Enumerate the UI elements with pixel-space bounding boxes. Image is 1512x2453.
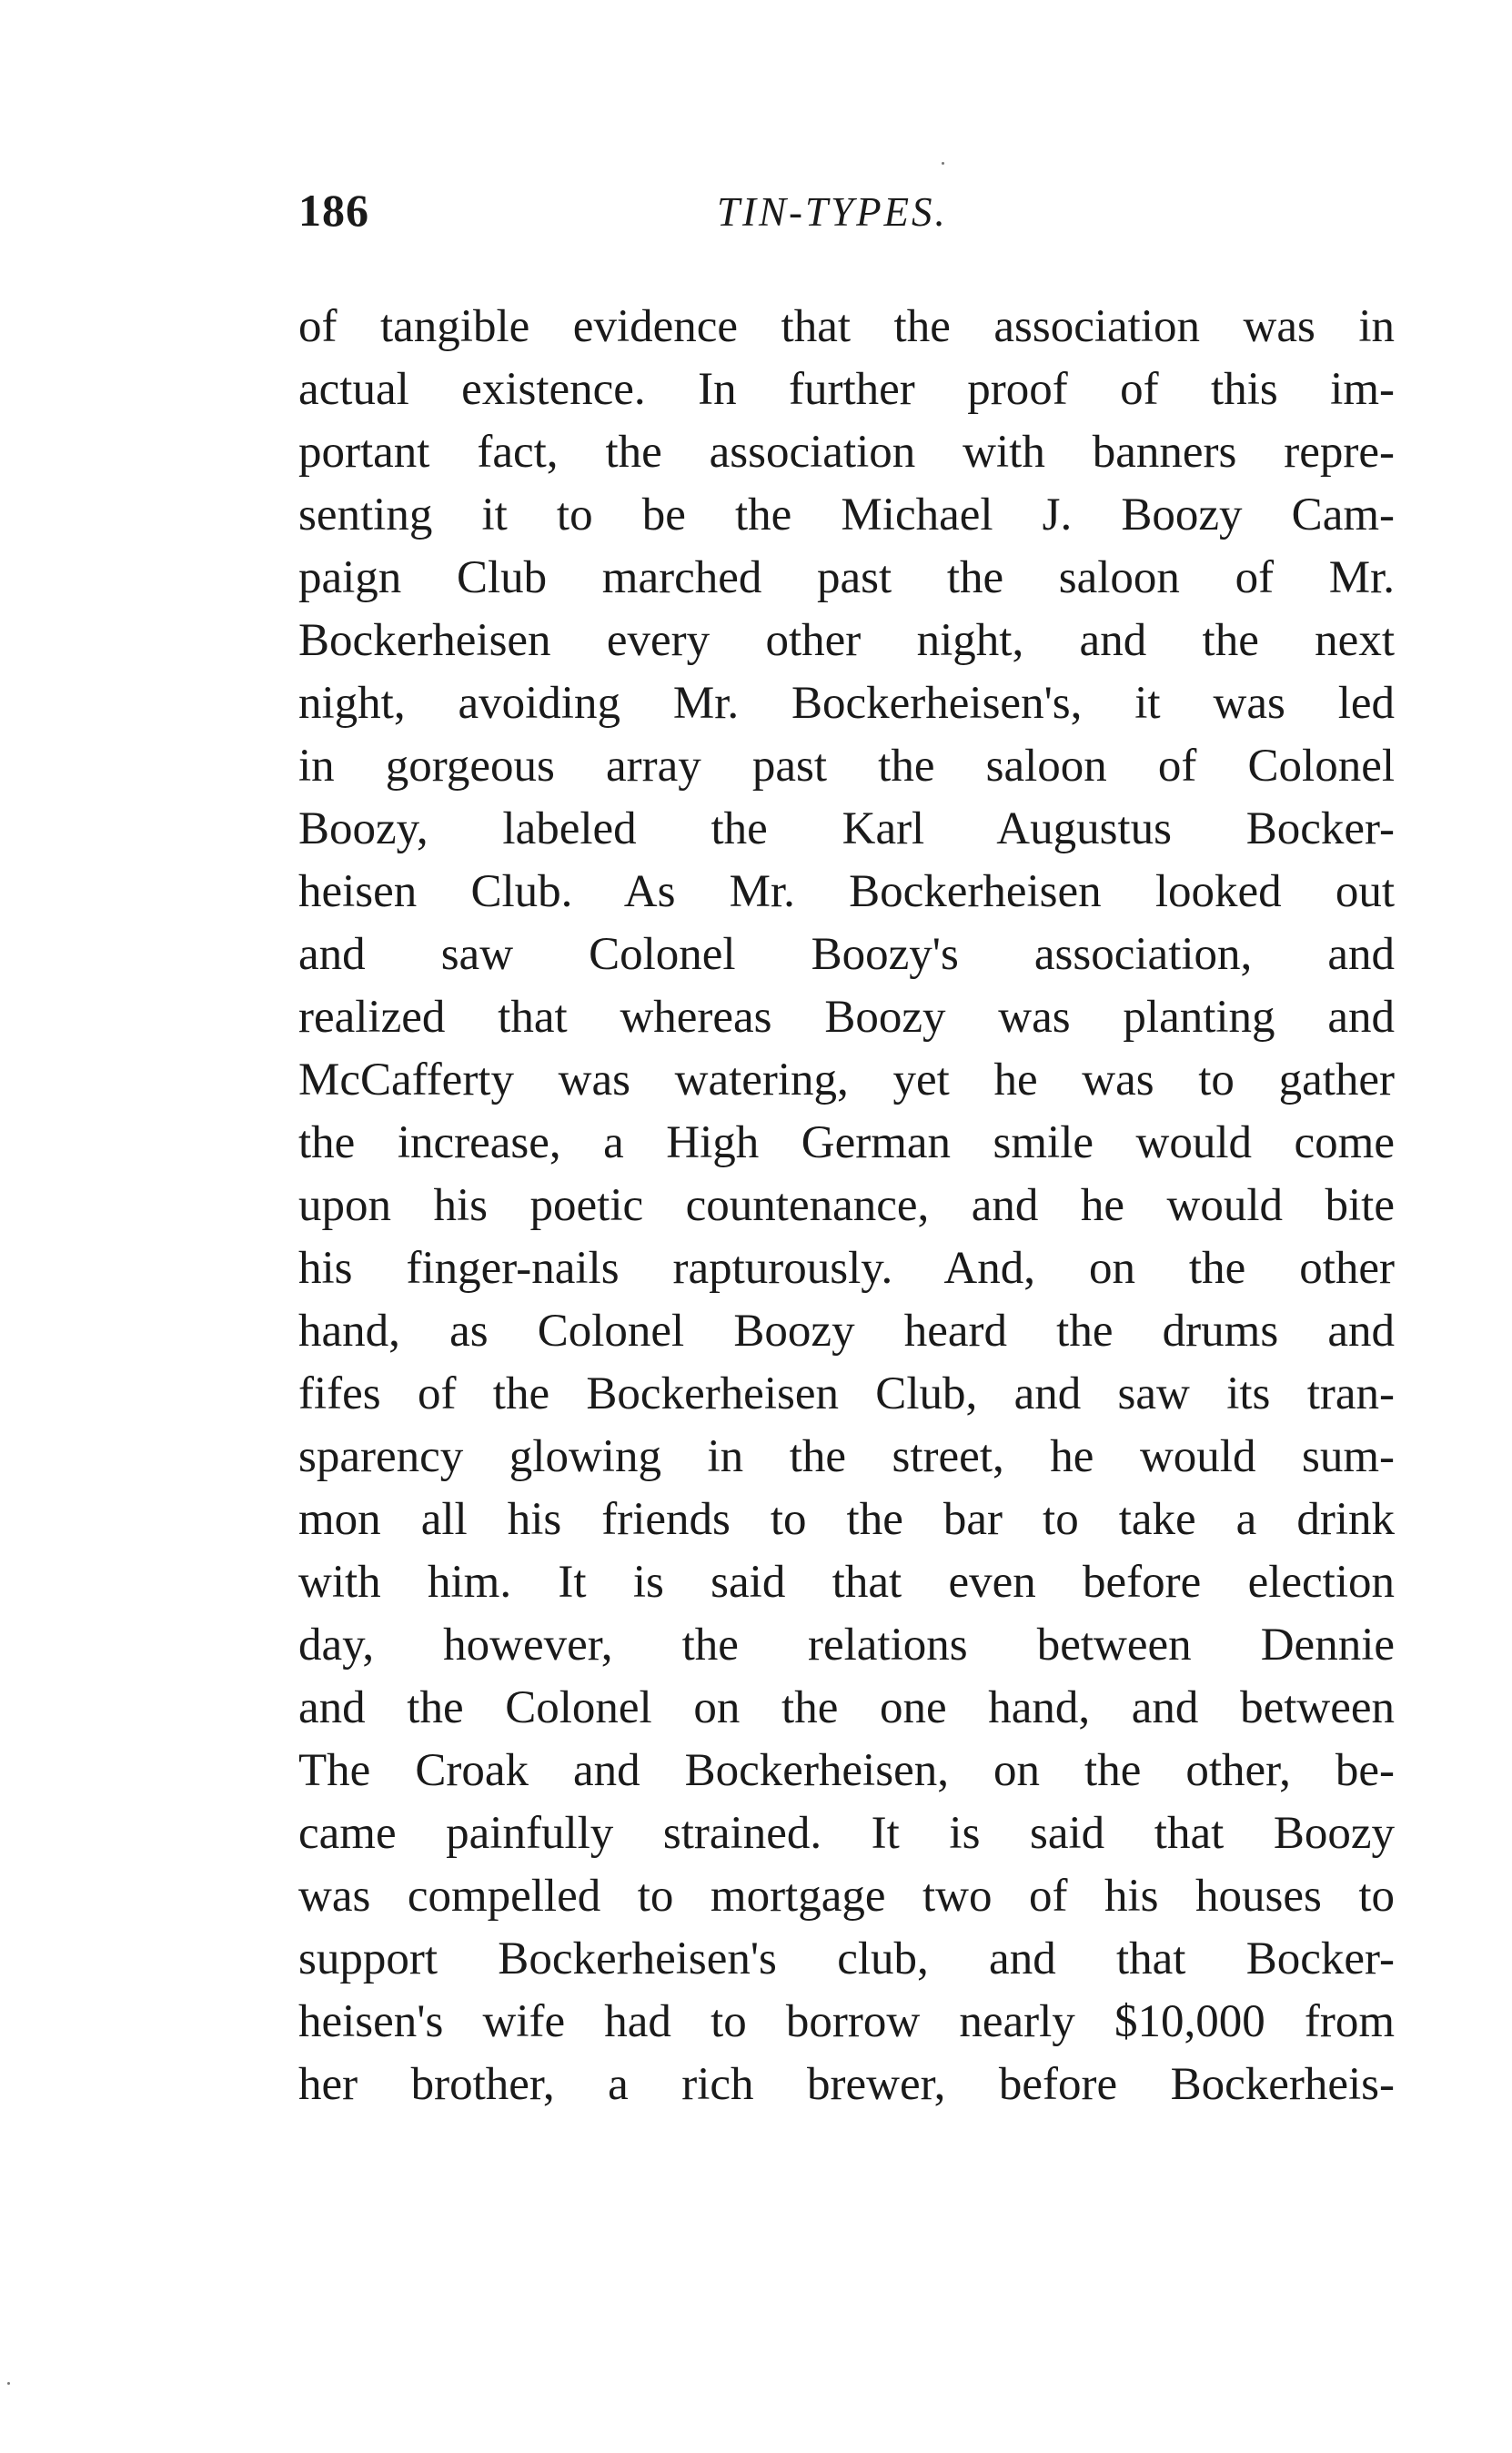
text-line: realized that whereas Boozy was planting and	[298, 992, 1395, 1043]
text-line: paign Club marched past the saloon of Mr.	[298, 552, 1395, 603]
text-line: of tangible evidence that the association was in	[298, 301, 1395, 352]
scan-speck	[7, 2382, 10, 2385]
text-line: fifes of the Bockerheisen Club, and saw its tran-	[298, 1368, 1395, 1419]
text-line: heisen's wife had to borrow nearly $10,000 from	[298, 1996, 1395, 2047]
body-text	[298, 296, 1395, 2116]
text-line: support Bockerheisen's club, and that Bocker-	[298, 1933, 1395, 1984]
text-line: Boozy, labeled the Karl Augustus Bocker-	[298, 803, 1395, 854]
text-line: and the Colonel on the one hand, and between	[298, 1682, 1395, 1733]
text-line: McCafferty was watering, yet he was to gather	[298, 1055, 1395, 1105]
text-line: sparency glowing in the street, he would sum-	[298, 1431, 1395, 1482]
text-line: in gorgeous array past the saloon of Colonel	[298, 741, 1395, 792]
text-line: and saw Colonel Boozy's association, and	[298, 929, 1395, 980]
running-title: TIN-TYPES.	[717, 189, 948, 235]
text-line: actual existence. In further proof of this im-	[298, 364, 1395, 415]
text-line: her brother, a rich brewer, before Bockerheis-	[298, 2059, 1395, 2110]
running-head	[298, 178, 1401, 242]
text-line: heisen Club. As Mr. Bockerheisen looked out	[298, 866, 1395, 917]
scan-speck	[942, 162, 944, 165]
text-line: came painfully strained. It is said that Boozy	[298, 1808, 1395, 1859]
page-number: 186	[298, 185, 369, 236]
text-line: hand, as Colonel Boozy heard the drums and	[298, 1306, 1395, 1357]
text-line: the increase, a High German smile would come	[298, 1117, 1395, 1168]
text-line: The Croak and Bockerheisen, on the other, be-	[298, 1745, 1395, 1796]
text-line: upon his poetic countenance, and he would bite	[298, 1180, 1395, 1231]
text-line: with him. It is said that even before election	[298, 1557, 1395, 1608]
text-line: night, avoiding Mr. Bockerheisen's, it was led	[298, 678, 1395, 729]
text-line: his finger-nails rapturously. And, on the other	[298, 1243, 1395, 1294]
text-line: mon all his friends to the bar to take a drink	[298, 1494, 1395, 1545]
text-line: was compelled to mortgage two of his houses to	[298, 1871, 1395, 1922]
text-line: day, however, the relations between Dennie	[298, 1620, 1395, 1671]
text-line: Bockerheisen every other night, and the next	[298, 615, 1395, 666]
text-line: senting it to be the Michael J. Boozy Cam-	[298, 490, 1395, 540]
text-line: portant fact, the association with banners repre-	[298, 427, 1395, 478]
